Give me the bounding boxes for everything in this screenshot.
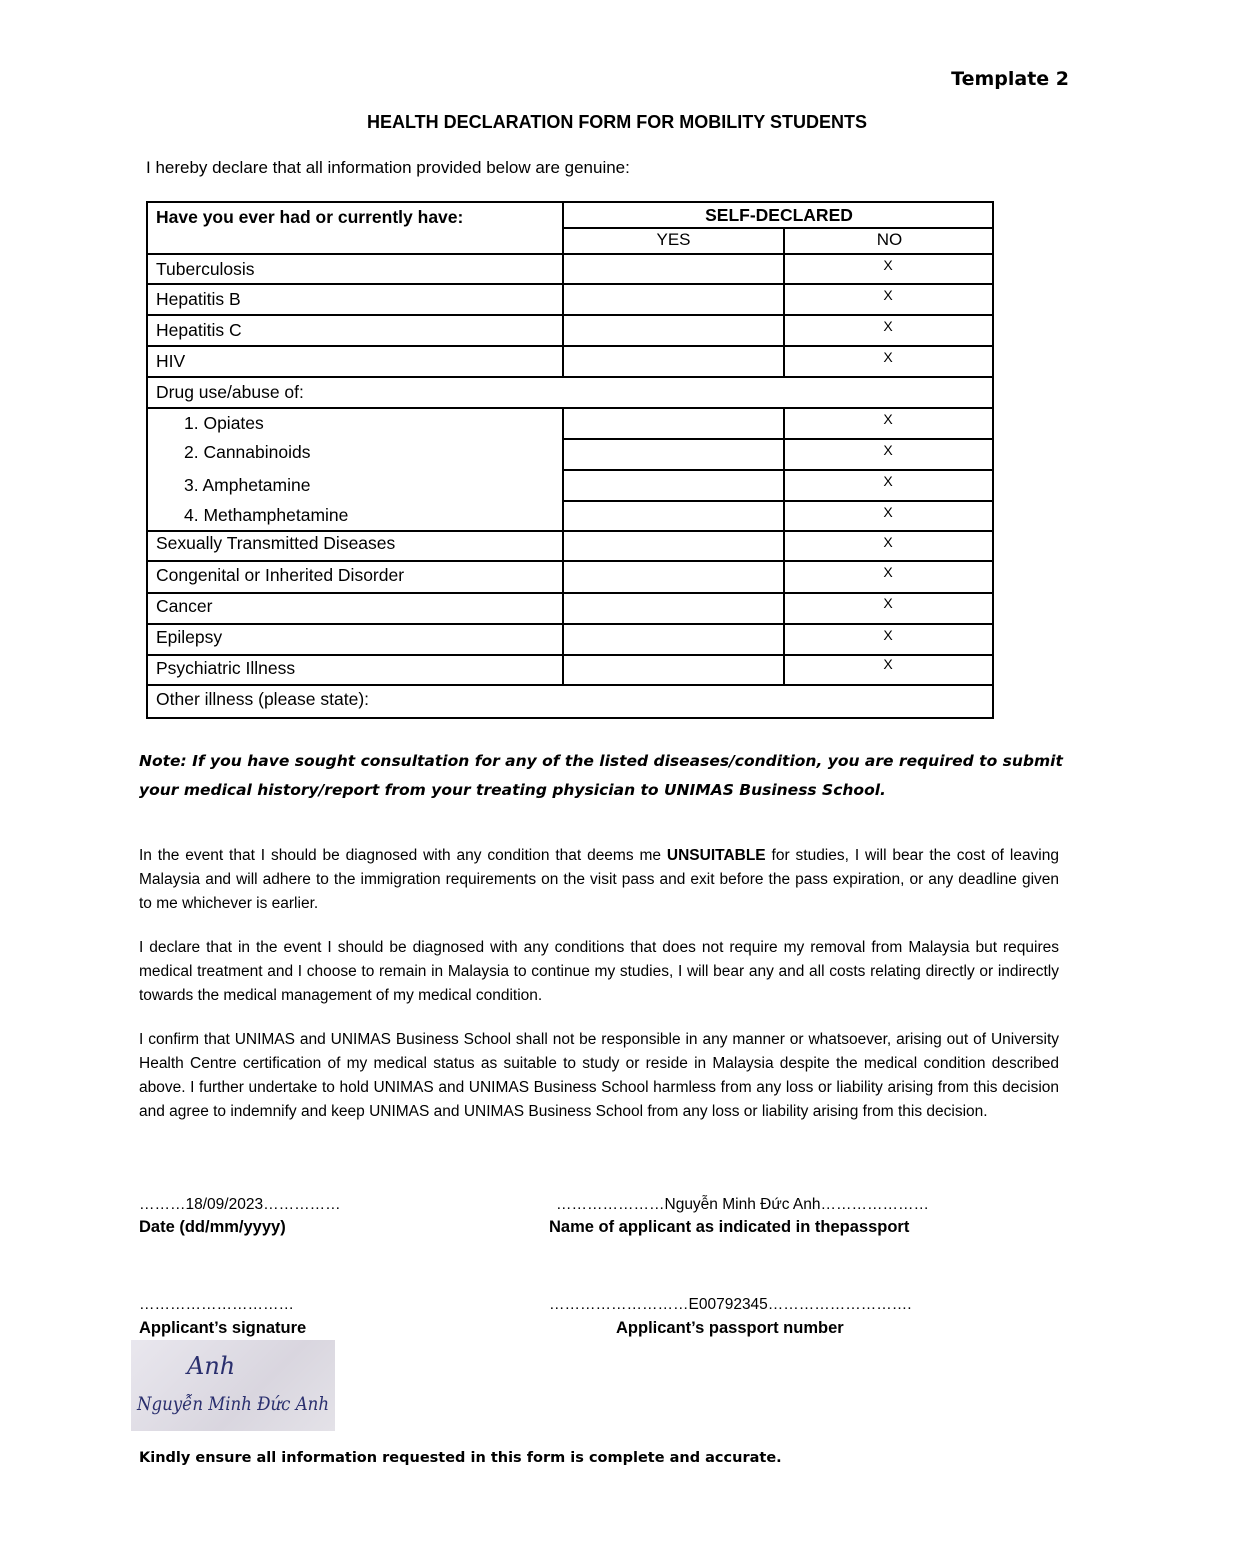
no-mark: X bbox=[883, 257, 893, 273]
declaration-table bbox=[146, 201, 994, 719]
row-label-cancer: Cancer bbox=[156, 596, 213, 616]
table-divider bbox=[148, 654, 994, 656]
no-mark: X bbox=[883, 349, 893, 365]
drug-use-header: Drug use/abuse of: bbox=[156, 382, 304, 402]
row-label-hepatitis-b: Hepatitis B bbox=[156, 289, 241, 309]
row-label-congenital: Congenital or Inherited Disorder bbox=[156, 565, 405, 585]
name-label: Name of applicant as indicated in thepassport bbox=[549, 1218, 910, 1236]
signature-image: Nguyễn Minh Đức Anh bbox=[136, 1393, 329, 1415]
passport-label: Applicant’s passport number bbox=[616, 1319, 844, 1337]
unsuitable-emphasis: UNSUITABLE bbox=[666, 847, 766, 864]
no-mark: X bbox=[883, 656, 893, 672]
table-divider bbox=[148, 530, 994, 532]
row-label-epilepsy: Epilepsy bbox=[156, 627, 223, 647]
row-label-opiates: 1. Opiates bbox=[184, 413, 264, 433]
signature-image: Anh bbox=[187, 1352, 236, 1380]
no-mark: X bbox=[883, 411, 893, 427]
no-mark: X bbox=[883, 504, 893, 520]
row-label-methamphetamine: 4. Methamphetamine bbox=[184, 505, 349, 525]
signature-field[interactable]: ………………………… bbox=[139, 1296, 294, 1313]
table-divider bbox=[148, 623, 994, 625]
footer-note: Kindly ensure all information requested in this form is complete and accurate. bbox=[139, 1450, 782, 1466]
intro-text: I hereby declare that all information provided below are genuine: bbox=[146, 158, 630, 177]
no-mark: X bbox=[883, 595, 893, 611]
table-divider bbox=[562, 438, 994, 440]
passport-field[interactable]: ………………………E00792345………………………. bbox=[549, 1296, 912, 1313]
no-header: NO bbox=[876, 230, 903, 249]
date-field[interactable]: ………18/09/2023…………… bbox=[139, 1196, 341, 1213]
table-divider bbox=[562, 227, 994, 229]
no-mark: X bbox=[883, 287, 893, 303]
table-divider bbox=[148, 253, 994, 255]
row-label-psychiatric: Psychiatric Illness bbox=[156, 658, 296, 678]
name-field[interactable]: …………………Nguyễn Minh Đức Anh………………… bbox=[556, 1196, 929, 1213]
paragraph-text: for studies, I will bear the cost of leaving Malaysia and will adhere to the immigration requirements on the visit pass and exit before the pass expiration, or any deadline given to me whichever is earlier. bbox=[139, 847, 1059, 912]
no-mark: X bbox=[883, 534, 893, 550]
question-header: Have you ever had or currently have: bbox=[156, 207, 464, 227]
table-divider bbox=[148, 592, 994, 594]
table-divider bbox=[148, 560, 994, 562]
row-label-other: Other illness (please state): bbox=[156, 689, 370, 709]
paragraph-text: In the event that I should be diagnosed with any condition that deems me bbox=[139, 847, 667, 864]
row-label-hiv: HIV bbox=[156, 351, 186, 371]
table-divider bbox=[148, 407, 994, 409]
table-divider bbox=[148, 314, 994, 316]
no-mark: X bbox=[883, 473, 893, 489]
row-label-hepatitis-c: Hepatitis C bbox=[156, 320, 242, 340]
row-label-std: Sexually Transmitted Diseases bbox=[156, 533, 396, 553]
date-label: Date (dd/mm/yyyy) bbox=[139, 1218, 286, 1236]
table-divider bbox=[562, 500, 994, 502]
table-divider bbox=[783, 407, 785, 684]
table-divider bbox=[148, 684, 994, 686]
no-mark: X bbox=[883, 627, 893, 643]
self-declared-header: SELF-DECLARED bbox=[705, 205, 853, 225]
paragraph-unsuitable bbox=[139, 844, 1059, 916]
no-mark: X bbox=[883, 318, 893, 334]
page-title: HEALTH DECLARATION FORM FOR MOBILITY STUDENTS bbox=[367, 112, 867, 132]
yes-header: YES bbox=[656, 230, 691, 249]
paragraph-liability: I confirm that UNIMAS and UNIMAS Business School shall not be responsible in any manner or whatsoever, arising out of University Health Centre certification of my medical status as suitable to study or reside in Malaysia despite the medical condition described above. I further undertake to hold UNIMAS and UNIMAS Business School harmless from any loss or liability arising from this decision and agree to indemnify and keep UNIMAS and UNIMAS Business School from any loss or liability arising from this decision. bbox=[139, 1031, 1059, 1120]
row-label-amphetamine: 3. Amphetamine bbox=[184, 475, 311, 495]
table-divider bbox=[148, 283, 994, 285]
no-mark: X bbox=[883, 564, 893, 580]
paragraph-medical-costs: I declare that in the event I should be diagnosed with any conditions that does not require my removal from Malaysia but requires medical treatment and I choose to remain in Malaysia to continue my studies, I will bear any and all costs relating directly or indirectly towards the medical management of my medical condition. bbox=[139, 939, 1059, 1004]
table-divider bbox=[148, 376, 994, 378]
row-label-tuberculosis: Tuberculosis bbox=[156, 259, 255, 279]
table-divider bbox=[562, 469, 994, 471]
row-label-cannabinoids: 2. Cannabinoids bbox=[184, 442, 311, 462]
signature-label: Applicant’s signature bbox=[139, 1319, 307, 1337]
no-mark: X bbox=[883, 442, 893, 458]
table-divider bbox=[562, 407, 564, 684]
table-divider bbox=[148, 345, 994, 347]
signature-image bbox=[131, 1340, 335, 1431]
template-label: Template 2 bbox=[951, 68, 1069, 90]
note-text: Note: If you have sought consultation for any of the listed diseases/condition, you are required to submit your medical history/report from your treating physician to UNIMAS Business School. bbox=[139, 752, 1063, 799]
